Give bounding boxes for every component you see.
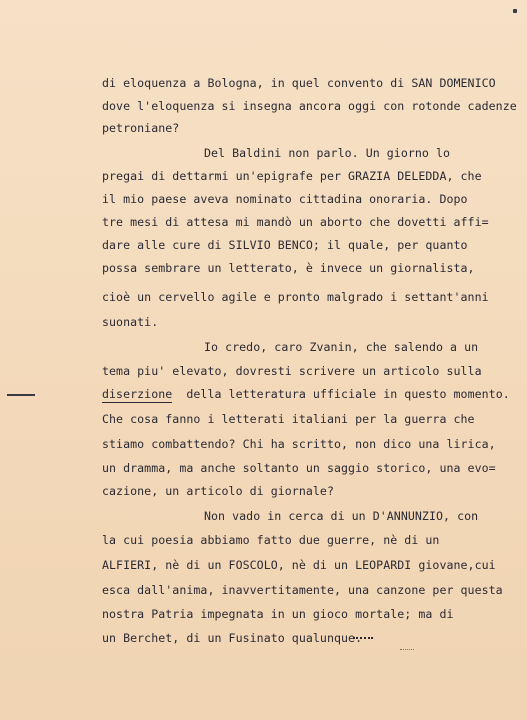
text-line-6: il mio paese aveva nominato cittadina onoraria. Dopo [102,192,468,206]
ink-flourish-mark [353,637,373,642]
text-line-1: di eloquenza a Bologna, in quel convento di SAN DOMENICO [102,76,496,90]
text-line-12: Io credo, caro Zvanin, che salendo a un [204,340,479,354]
faint-ink-mark [400,649,414,651]
text-line-16: stiamo combattendo? Chi ha scritto, non dico una lirica, [102,437,496,451]
text-line-22: esca dall'anima, inavvertitamente, una canzone per questa [102,583,503,597]
text-line-18: cazione, un articolo di giornale? [102,484,334,498]
text-line-20: la cui poesia abbiamo fatto due guerre, nè di un [102,533,440,547]
text-line-7: tre mesi di attesa mi mandò un aborto che dovetti affi= [102,215,489,229]
text-line-14 [102,387,510,401]
text-line-13: tema piu' elevato, dovresti scrivere un articolo sulla [102,364,482,378]
corner-ink-dot [513,9,517,13]
text-line-10: cioè un cervello agile e pronto malgrado i settant'anni [102,290,489,304]
underlined-word: diserzione [102,387,173,401]
text-line-14-rest: della letteratura ufficiale in questo momento. [172,387,510,401]
text-line-5: pregai di dettarmi un'epigrafe per GRAZIA DELEDDA, che [102,169,482,183]
text-line-23: nostra Patria impegnata in un gioco mortale; ma di [102,607,454,621]
text-line-4: Del Baldini non parlo. Un giorno lo [204,146,451,160]
text-line-3: petroniane? [102,121,180,135]
text-line-24: un Berchet, di un Fusinato qualunque. [102,631,363,645]
text-line-8: dare alle cure di SILVIO BENCO; il quale, per quanto [102,238,468,252]
text-line-19: Non vado in cerca di un D'ANNUNZIO, con [204,509,479,523]
text-line-9: possa sembrare un letterato, è invece un giornalista, [102,261,475,275]
margin-dash-mark [7,394,35,396]
text-line-17: un dramma, ma anche soltanto un saggio storico, una evo= [102,461,496,475]
text-line-11: suonati. [102,315,159,329]
text-line-15: Che cosa fanno i letterati italiani per la guerra che [102,412,475,426]
text-line-21: ALFIERI, nè di un FOSCOLO, nè di un LEOPARDI giovane,cui [102,558,496,572]
text-line-2: dove l'eloquenza si insegna ancora oggi con rotonde cadenze [102,99,517,113]
